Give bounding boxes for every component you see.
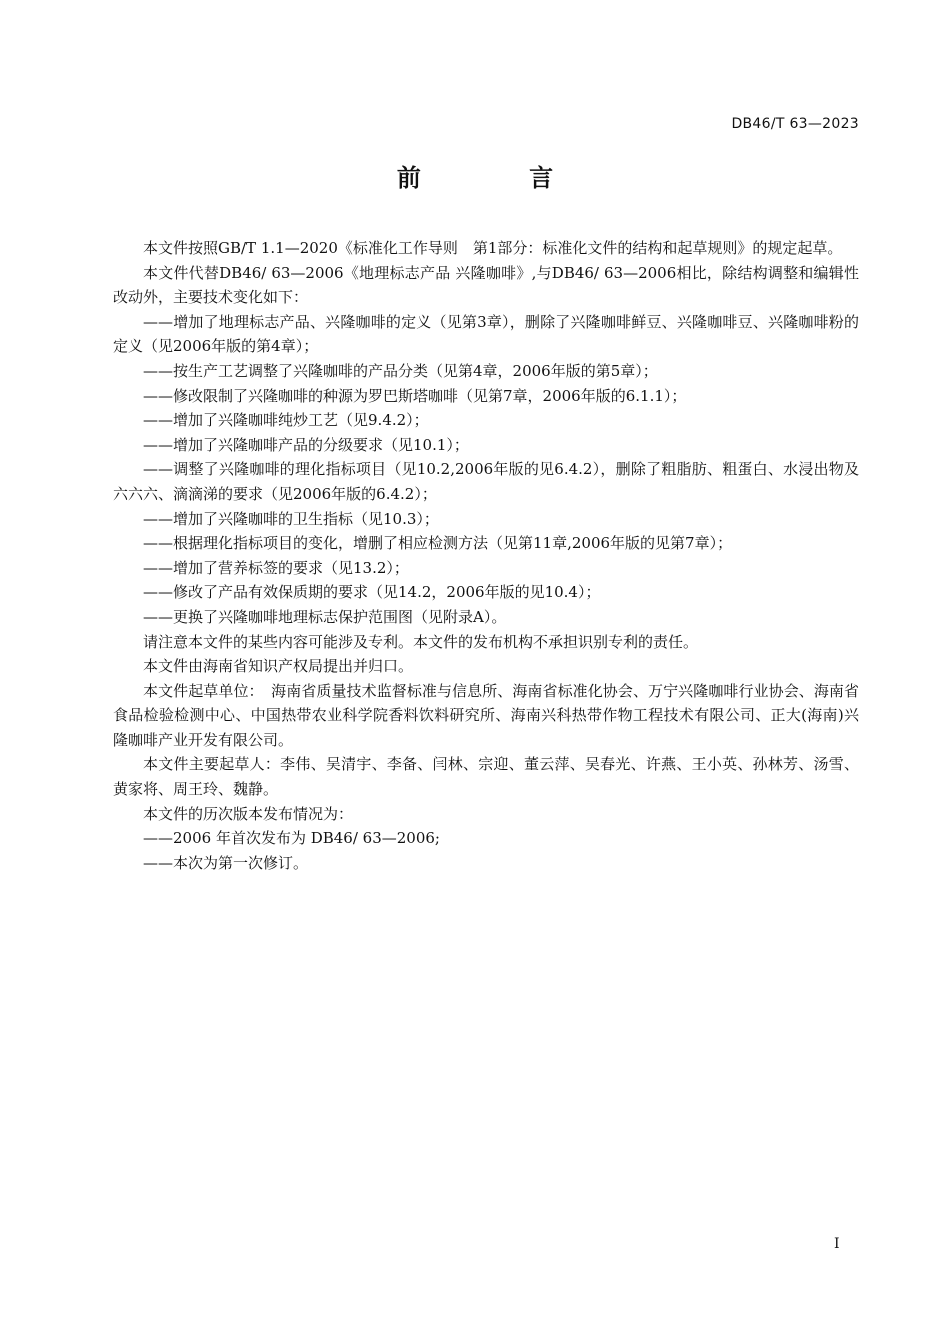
change-item: ——修改了产品有效保质期的要求（见14.2，2006年版的见10.4）； (143, 583, 601, 602)
paragraph-drafting-units: 本文件起草单位： 海南省质量技术监督标准与信息所、海南省标准化协会、万宁兴隆咖啡行业协会、海南省食品检验检测中心、中国热带农业科学院香料饮料研究所、海南兴科热带作物工程技术有限公司、正大(海南)兴隆咖啡产业开发有限公司。 (113, 681, 859, 749)
change-item: ——增加了营养标签的要求（见13.2）； (143, 558, 409, 577)
change-item: ——调整了兴隆咖啡的理化指标项目（见10.2,2006年版的见6.4.2），删除了粗脂肪、粗蛋白、水浸出物及六六六、滴滴涕的要求（见2006年版的6.4.2）； (113, 460, 859, 503)
change-item: ——增加了地理标志产品、兴隆咖啡的定义（见第3章），删除了兴隆咖啡鲜豆、兴隆咖啡豆、兴隆咖啡粉的定义（见2006年版的第4章）； (113, 312, 859, 356)
change-item: ——按生产工艺调整了兴隆咖啡的产品分类（见第4章，2006年版的第5章）； (143, 361, 658, 380)
document-body (113, 236, 859, 875)
change-item: ——增加了兴隆咖啡的卫生指标（见10.3）； (143, 509, 439, 528)
paragraph-version-history: 本文件的历次版本发布情况为： (143, 804, 354, 823)
paragraph-drafting-rules: 本文件按照GB/T 1.1—2020《标准化工作导则 第1部分：标准化文件的结构和起草规则》的规定起草。 (143, 239, 843, 257)
page-title: 前 言 (396, 164, 604, 192)
change-item: ——增加了兴隆咖啡纯炒工艺（见9.4.2）； (143, 411, 429, 430)
change-item: ——更换了兴隆咖啡地理标志保护范围图（见附录A）。 (143, 607, 507, 626)
paragraph-replacement: 本文件代替DB46/ 63—2006《地理标志产品 兴隆咖啡》,与DB46/ 63—2006相比，除结构调整和编辑性改动外，主要技术变化如下： (113, 263, 859, 307)
paragraph-proposer: 本文件由海南省知识产权局提出并归口。 (143, 657, 414, 676)
standard-code: DB46/T 63—2023 (731, 116, 859, 132)
change-item: ——根据理化指标项目的变化，增删了相应检测方法（见第11章,2006年版的见第7章）； (143, 534, 733, 553)
change-item: ——修改限制了兴隆咖啡的种源为罗巴斯塔咖啡（见第7章，2006年版的6.1.1）； (143, 386, 687, 405)
change-item: ——增加了兴隆咖啡产品的分级要求（见10.1）； (143, 435, 469, 454)
version-item: ——2006 年首次发布为 DB46/ 63—2006; (143, 829, 440, 848)
page-number: I (834, 1236, 840, 1252)
version-item: ——本次为第一次修订。 (143, 853, 309, 872)
paragraph-patent-notice: 请注意本文件的某些内容可能涉及专利。本文件的发布机构不承担识别专利的责任。 (143, 632, 699, 651)
paragraph-drafters: 本文件主要起草人：李伟、吴清宇、李备、闫林、宗迎、董云萍、吴春光、许燕、王小英、孙林芳、汤雪、黄家将、周王玲、魏静。 (113, 755, 859, 799)
